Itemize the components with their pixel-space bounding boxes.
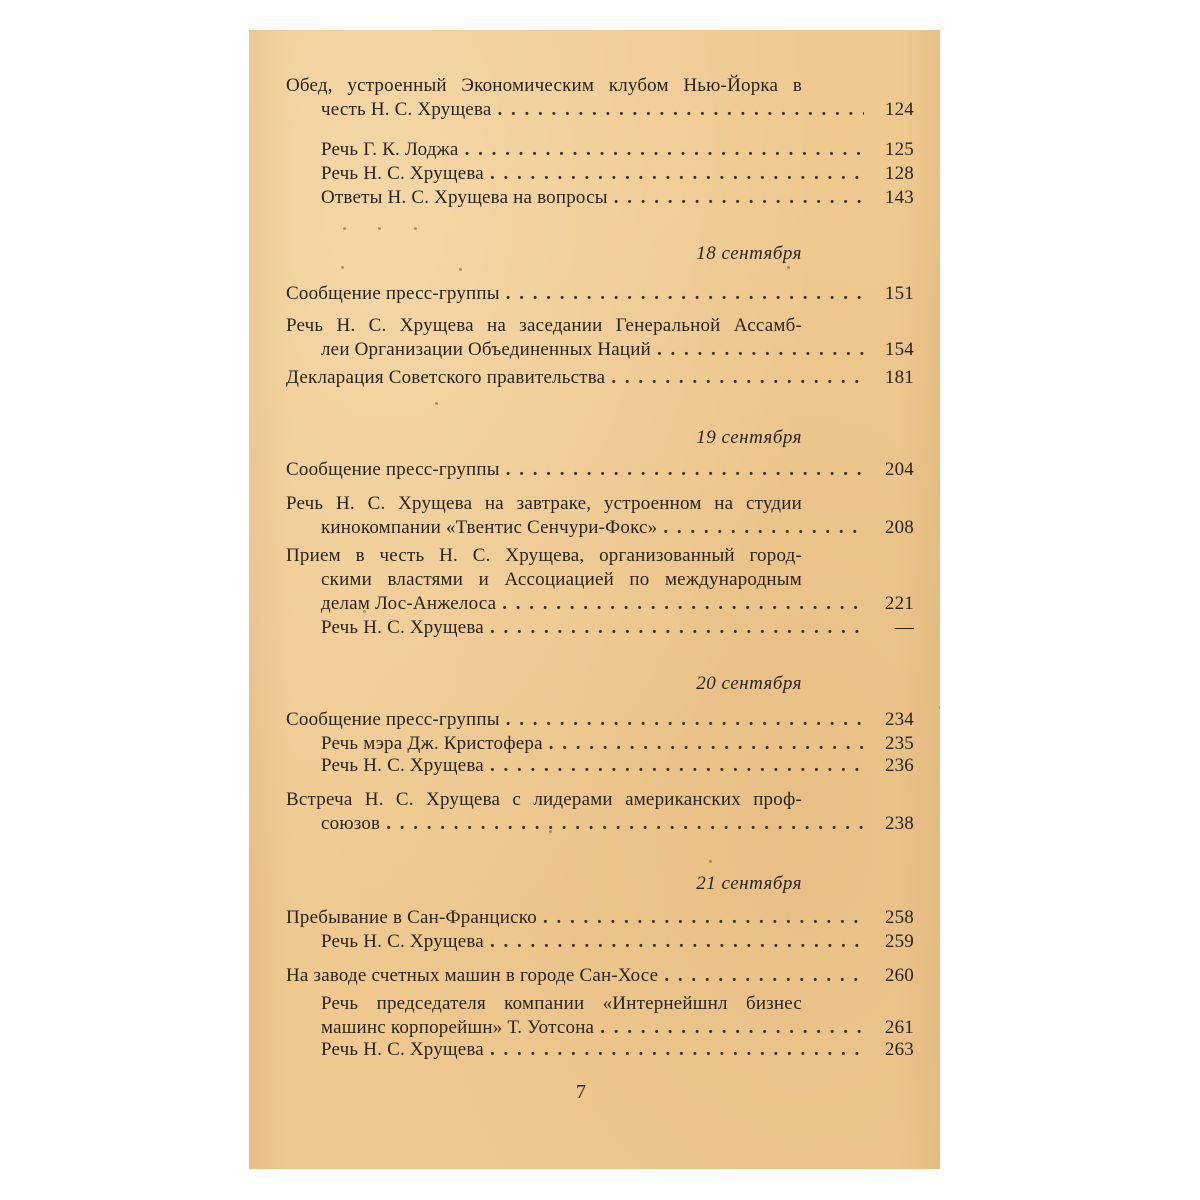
toc-entry-text: скими властями и Ассоциацией по международным xyxy=(321,569,802,590)
table-of-contents xyxy=(249,30,940,1169)
toc-entry-text: Речь Г. К. Лоджа xyxy=(321,139,459,160)
dot-leader xyxy=(498,98,865,122)
toc-page-number: 236 xyxy=(884,755,914,776)
dot-leader xyxy=(506,282,864,306)
toc-entry-text: леи Организации Объединенных Наций xyxy=(321,339,651,360)
toc-entry xyxy=(321,732,914,756)
toc-entry-text: Сообщение пресс-группы xyxy=(286,709,500,730)
paper-speck xyxy=(414,227,417,230)
toc-page-number: 263 xyxy=(884,1039,914,1060)
dot-leader xyxy=(502,592,864,616)
toc-entry-text: Пребывание в Сан-Франциско xyxy=(286,907,537,928)
dot-leader xyxy=(490,616,864,640)
toc-page-number: 204 xyxy=(884,459,914,480)
toc-page-number: 259 xyxy=(884,931,914,952)
toc-entry-text: Речь председателя компании «Интернейшнл бизнес xyxy=(321,993,802,1014)
section-date: 20 сентября xyxy=(696,673,802,694)
paper-speck xyxy=(435,402,438,405)
dot-leader xyxy=(465,138,864,162)
paper-speck xyxy=(378,227,381,230)
section-date: 18 сентября xyxy=(696,243,802,264)
toc-entry xyxy=(321,162,914,186)
toc-entry xyxy=(286,314,914,362)
toc-entry xyxy=(286,74,914,122)
toc-entry-text: На заводе счетных машин в городе Сан-Хосе xyxy=(286,965,659,986)
dot-leader xyxy=(614,186,864,210)
toc-entry-text: Сообщение пресс-группы xyxy=(286,283,500,304)
toc-page-number: 154 xyxy=(884,339,914,360)
dot-leader xyxy=(543,906,864,930)
dot-leader xyxy=(490,1038,864,1062)
toc-entry-text: машинс корпорейшн» Т. Уотсона xyxy=(321,1017,595,1038)
dot-leader xyxy=(386,812,864,836)
toc-entry-text: Речь Н. С. Хрущева на завтраке, устроенном на студии xyxy=(286,493,802,514)
toc-entry-text: Сообщение пресс-группы xyxy=(286,459,500,480)
section-date: 21 сентября xyxy=(696,873,802,894)
dot-leader xyxy=(600,1016,864,1040)
toc-entry-text: делам Лос-Анжелоса xyxy=(321,593,497,614)
toc-entry xyxy=(321,616,914,640)
toc-page-number: 261 xyxy=(884,1017,914,1038)
toc-entry xyxy=(286,906,914,930)
paper-speck xyxy=(459,268,462,271)
toc-entry-text: Прием в честь Н. С. Хрущева, организованный город- xyxy=(286,545,802,566)
toc-entry-text: Обед, устроенный Экономическим клубом Нью-Йорка в xyxy=(286,75,802,96)
dot-leader xyxy=(657,338,864,362)
dot-leader xyxy=(549,732,864,756)
toc-entry-text: Встреча Н. С. Хрущева с лидерами американских проф- xyxy=(286,789,802,810)
toc-entry xyxy=(321,930,914,954)
toc-entry-text: Речь мэра Дж. Кристофера xyxy=(321,733,543,754)
toc-page-number: 208 xyxy=(884,517,914,538)
toc-page-number: 258 xyxy=(884,907,914,928)
toc-entry xyxy=(321,138,914,162)
toc-entry-text: союзов xyxy=(321,813,381,834)
toc-entry-text: честь Н. С. Хрущева xyxy=(321,99,492,120)
dot-leader xyxy=(506,458,864,482)
dot-leader xyxy=(664,964,864,988)
toc-page-number: 234 xyxy=(884,709,914,730)
toc-page-number: 128 xyxy=(884,163,914,184)
dot-leader xyxy=(663,516,864,540)
toc-page-number: 238 xyxy=(884,813,914,834)
paper-speck xyxy=(363,610,366,613)
toc-page-number: — xyxy=(894,617,914,638)
dot-leader xyxy=(611,366,864,390)
paper-speck xyxy=(341,266,344,269)
toc-page-number: 260 xyxy=(884,965,914,986)
toc-entry xyxy=(286,964,914,988)
book-page xyxy=(249,30,940,1169)
page-number: 7 xyxy=(576,1081,586,1103)
paper-speck xyxy=(549,830,552,833)
toc-entry-text: Речь Н. С. Хрущева xyxy=(321,617,484,638)
dot-leader xyxy=(490,162,864,186)
toc-entry xyxy=(321,754,914,778)
toc-entry xyxy=(286,458,914,482)
toc-entry xyxy=(321,992,914,1040)
dot-leader xyxy=(490,930,864,954)
toc-entry xyxy=(286,544,914,616)
paper-speck xyxy=(343,227,346,230)
paper-speck xyxy=(709,860,712,863)
toc-page-number: 125 xyxy=(884,139,914,160)
section-date: 19 сентября xyxy=(696,427,802,448)
toc-entry xyxy=(286,366,914,390)
paper-speck xyxy=(939,706,940,709)
toc-page-number: 151 xyxy=(884,283,914,304)
toc-entry-text: Речь Н. С. Хрущева xyxy=(321,163,484,184)
dot-leader xyxy=(490,754,864,778)
toc-entry-text: Декларация Советского правительства xyxy=(286,367,606,388)
dot-leader xyxy=(506,708,864,732)
toc-entry-text: кинокомпании «Твентис Сенчури-Фокс» xyxy=(321,517,658,538)
toc-entry xyxy=(286,788,914,836)
toc-page-number: 181 xyxy=(884,367,914,388)
toc-entry-text: Ответы Н. С. Хрущева на вопросы xyxy=(321,187,608,208)
toc-entry-text: Речь Н. С. Хрущева xyxy=(321,755,484,776)
paper-speck xyxy=(787,266,790,269)
toc-entry-text: Речь Н. С. Хрущева xyxy=(321,931,484,952)
toc-entry xyxy=(286,708,914,732)
toc-entry xyxy=(286,282,914,306)
toc-page-number: 221 xyxy=(884,593,914,614)
toc-entry xyxy=(321,1038,914,1062)
toc-entry xyxy=(321,186,914,210)
toc-page-number: 143 xyxy=(884,187,914,208)
toc-entry-text: Речь Н. С. Хрущева на заседании Генеральной Ассамб- xyxy=(286,315,802,336)
toc-page-number: 235 xyxy=(884,733,914,754)
toc-entry xyxy=(286,492,914,540)
toc-page-number: 124 xyxy=(884,99,914,120)
toc-entry-text: Речь Н. С. Хрущева xyxy=(321,1039,484,1060)
